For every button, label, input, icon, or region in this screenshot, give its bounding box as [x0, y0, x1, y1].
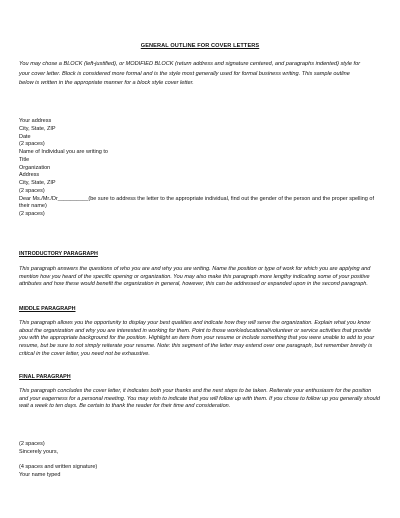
address-line: Your address: [19, 118, 52, 124]
closing-spacing: (2 spaces): [19, 441, 45, 447]
section-body-final: This paragraph concludes the cover letter, it indicates both your thanks and the next steps to be taken. Reiterate your enthusiasm for the position and your eagerness for a personal meeting. You may wish to indicate that you will follow up with them. If you chose to follow up you generally should wait a week to ten days. Be certain to thank the reader for their time and consideration.: [19, 388, 380, 410]
typed-name: Your name typed: [19, 472, 61, 478]
closing-block: [19, 441, 381, 472]
address-line: Name of Individual you are writing to: [19, 149, 108, 155]
valediction: Sincerely yours,: [19, 448, 59, 455]
salutation: Dear Ms./Mr./Dr__________(be sure to address the letter to the appropriate individual, find out the gender of the person and the proper spelling of their name): [19, 195, 374, 210]
address-line: (2 spaces): [19, 187, 45, 194]
address-line: Date: [19, 133, 31, 140]
signature-note: (4 spaces and written signature): [19, 464, 98, 471]
intro-paragraph: You may chose a BLOCK (left-justified), or MODIFIED BLOCK (return address and signature centered, and paragraphs indented) style for your cover letter. Block is considered more formal and is the style most generally used for formal business writing. This sample outline below is written in the appropriate manner for a block style cover letter.: [19, 61, 361, 87]
document-title: GENERAL OUTLINE FOR COVER LETTERS: [140, 43, 260, 49]
address-line: (2 spaces): [19, 141, 45, 148]
section-body-middle: This paragraph allows you the opportunity to display your best qualities and indicate how they will serve the organization. Explain what you know about the organization and why you are interested in working for them. Point to those work/educational/volunteer or service activities that provide you with the appropriate background for the position. Highlight an item from your resume or include something that you were unable to add to your resume, but be sure to not simply reiterate your resume. Note: this segment of the letter may extend over one paragraph, but remember brevity is critical in the cover letter, you need not be exhaustive.: [19, 320, 375, 357]
section-heading-intro: INTRODUCTORY PARAGRAPH: [19, 251, 98, 257]
address-line: Address: [19, 172, 40, 179]
section-heading-middle: MIDDLE PARAGRAPH: [19, 306, 76, 312]
address-line: City, State, ZIP: [19, 180, 56, 186]
salutation-spacing: (2 spaces): [19, 211, 45, 217]
address-line: Title: [19, 156, 30, 163]
address-block: [19, 118, 381, 219]
section-heading-final: FINAL PARAGRAPH: [19, 374, 71, 380]
address-line: Organization: [19, 164, 51, 171]
address-line: City, State, ZIP: [19, 125, 56, 132]
section-body-intro: This paragraph answers the questions of who you are and why you are writing. Name the position or type of work for which you are applying and mention how you heard of the specific opening or organization. You may also make this paragraph more lengthy indicating some of your positive attributes and how these would benefit the organization in general, however, this can be addressed or expanded upon in the second paragraph.: [19, 266, 371, 288]
